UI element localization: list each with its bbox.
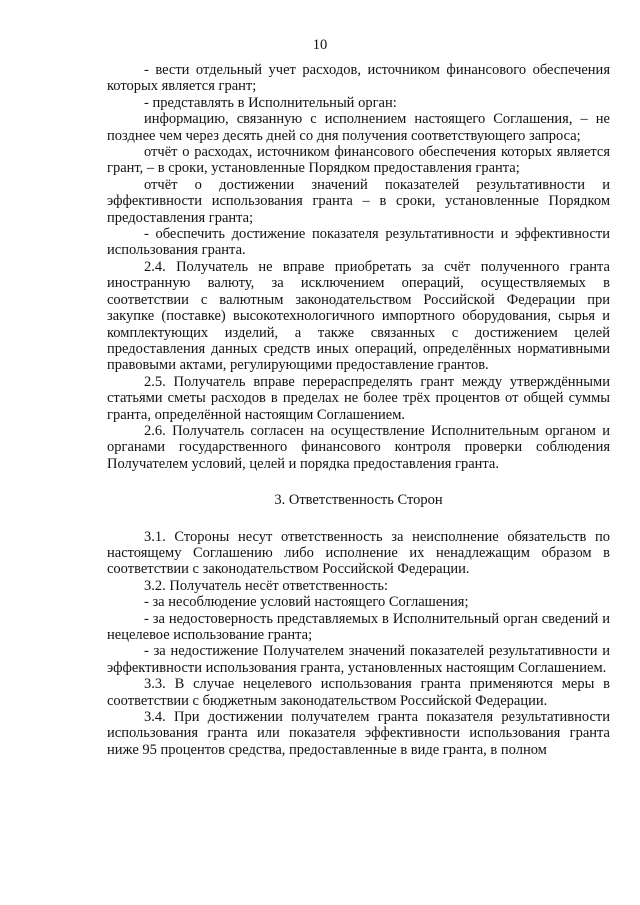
paragraph-3-1: 3.1. Стороны несут ответственность за неисполнение обязательств по настоящему Соглашению либо исполнение их ненадлежащим образом в соответствии с законодательством Российской Федерации. — [107, 528, 610, 578]
spacer — [107, 472, 610, 492]
spacer — [107, 509, 610, 529]
paragraph-performance-report: отчёт о достижении значений показателей результативности и эффективности использования гранта – в сроки, установленные Порядком предоставления гранта; — [107, 176, 610, 226]
paragraph-3-4: 3.4. При достижении получателем гранта показателя результативности использования гранта или показателя эффективности использования гранта ниже 95 процентов средства, предоставленные в виде гранта, в полном — [107, 709, 610, 758]
paragraph-bullet-accounting: - вести отдельный учет расходов, источником финансового обеспечения которых является грант; — [107, 62, 610, 95]
paragraph-bullet-conditions: - за несоблюдение условий настоящего Соглашения; — [144, 594, 469, 611]
paragraph-3-3: 3.3. В случае нецелевого использования гранта применяются меры в соответствии с бюджетным законодательством Российской Федерации. — [107, 676, 610, 709]
paragraph-bullet-reliability: - за недостоверность представляемых в Исполнительный орган сведений и нецелевое использование гранта; — [107, 610, 610, 643]
document-body — [107, 62, 610, 758]
paragraph-2-4: 2.4. Получатель не вправе приобретать за счёт полученного гранта иностранную валюту, за исключением операций, осуществляемых в соответствии с валютным законодательством Российской Федерации при закупке (поставке) высокотехнологичного импортного оборудования, сырья и комплектующих изделий, а также связанных с достижением целей предоставления данных средств иных операций, определённых нормативными правовыми актами, регулирующими предоставление грантов. — [107, 258, 610, 374]
paragraph-bullet-ensure: - обеспечить достижение показателя результативности и эффективности использования гранта. — [107, 226, 610, 259]
paragraph-bullet-indicators: - за недостижение Получателем значений показателей результативности и эффективности использования гранта, установленных настоящим Соглашением. — [107, 643, 610, 676]
page-number: 10 — [312, 37, 328, 53]
paragraph-2-6: 2.6. Получатель согласен на осуществление Исполнительным органом и органами государственного финансового контроля проверки соблюдения Получателем условий, целей и порядка предоставления гранта. — [107, 422, 610, 472]
section-heading: 3. Ответственность Сторон — [274, 492, 443, 509]
paragraph-2-5: 2.5. Получатель вправе перераспределять грант между утверждёнными статьями сметы расходов в пределах не более трёх процентов от общей суммы гранта, определённой настоящим Соглашением. — [107, 373, 610, 423]
paragraph-information: информацию, связанную с исполнением настоящего Соглашения, – не позднее чем через десять дней со дня получения соответствующего запроса; — [107, 111, 610, 144]
paragraph-expense-report: отчёт о расходах, источником финансового обеспечения которых является грант, – в сроки, установленные Порядком предоставления гранта; — [107, 144, 610, 177]
paragraph-3-2: 3.2. Получатель несёт ответственность: — [144, 577, 389, 594]
paragraph-bullet-report: - представлять в Исполнительный орган: — [144, 94, 397, 111]
